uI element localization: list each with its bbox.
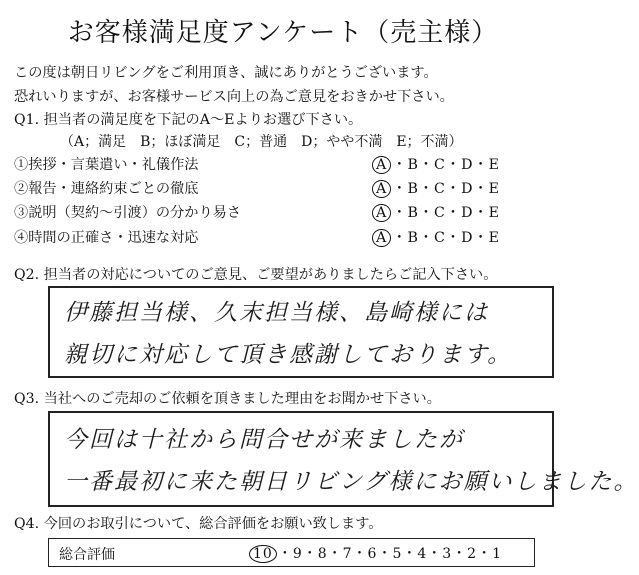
q1-row-options — [372, 154, 500, 174]
selected-rating-circle[interactable]: 10 — [249, 545, 277, 563]
q2-answer-box[interactable] — [48, 286, 554, 378]
intro-line-1: この度は朝日リビングをご利用頂き、誠にありがとうございます。 — [14, 65, 438, 81]
page-title: お客様満足度アンケート（売主様） — [67, 18, 499, 48]
overall-rating-scale — [249, 543, 502, 563]
q1-row-label: ③説明（契約〜引渡）の分かり易さ — [14, 205, 242, 221]
q3-handwritten-line-1: 今回は十社から問合せが来ましたが — [64, 427, 464, 453]
q1-legend: （A；満足 B；ほぼ満足 C；普通 D；やや不満 E；不満） — [60, 134, 463, 150]
selected-option-circle[interactable]: A — [372, 156, 391, 174]
q1-row-label: ④時間の正確さ・迅速な対応 — [14, 230, 199, 246]
other-options: ・B・C・D・E — [392, 181, 501, 197]
q2-handwritten-line-1: 伊藤担当様、久末担当様、島崎様には — [64, 300, 489, 326]
other-options: ・B・C・D・E — [392, 230, 501, 246]
q1-row-3 — [14, 202, 554, 224]
q1-row-options — [372, 202, 500, 222]
overall-rating-box — [48, 538, 535, 567]
q1-question: Q1. 担当者の満足度を下記のA〜Eよりお選び下さい。 — [14, 112, 363, 128]
other-options: ・B・C・D・E — [392, 157, 501, 173]
q1-row-label: ②報告・連絡約束ごとの徹底 — [14, 181, 199, 197]
q3-handwritten-line-2: 一番最初に来た朝日リビング様にお願いしました。 — [64, 469, 639, 495]
overall-rating-label: 総合評価 — [59, 547, 115, 563]
q2-handwritten-line-2: 親切に対応して頂き感謝しております。 — [64, 342, 513, 368]
q3-question: Q3. 当社へのご売却のご依頼を頂きました理由をお聞かせ下さい。 — [14, 391, 441, 407]
q1-row-label: ①挨拶・言葉遣い・礼儀作法 — [14, 157, 199, 173]
q1-row-1 — [14, 154, 554, 176]
intro-line-2: 恐れいりますが、お客様サービス向上の為ご意見をおきかせ下さい。 — [14, 89, 454, 105]
q4-question: Q4. 今回のお取引について、総合評価をお願い致します。 — [14, 516, 383, 532]
selected-option-circle[interactable]: A — [372, 204, 391, 222]
q1-row-2 — [14, 178, 554, 200]
selected-option-circle[interactable]: A — [372, 229, 391, 247]
selected-option-circle[interactable]: A — [372, 180, 391, 198]
other-ratings: ・9・8・7・6・5・4・3・2・1 — [277, 546, 502, 562]
q1-row-options — [372, 227, 500, 247]
q1-row-options — [372, 178, 500, 198]
q3-answer-box[interactable] — [48, 411, 639, 507]
q1-row-4 — [14, 227, 554, 249]
q2-question: Q2. 担当者の対応についてのご意見、ご要望がありましたらご記入下さい。 — [14, 267, 498, 283]
other-options: ・B・C・D・E — [392, 205, 501, 221]
